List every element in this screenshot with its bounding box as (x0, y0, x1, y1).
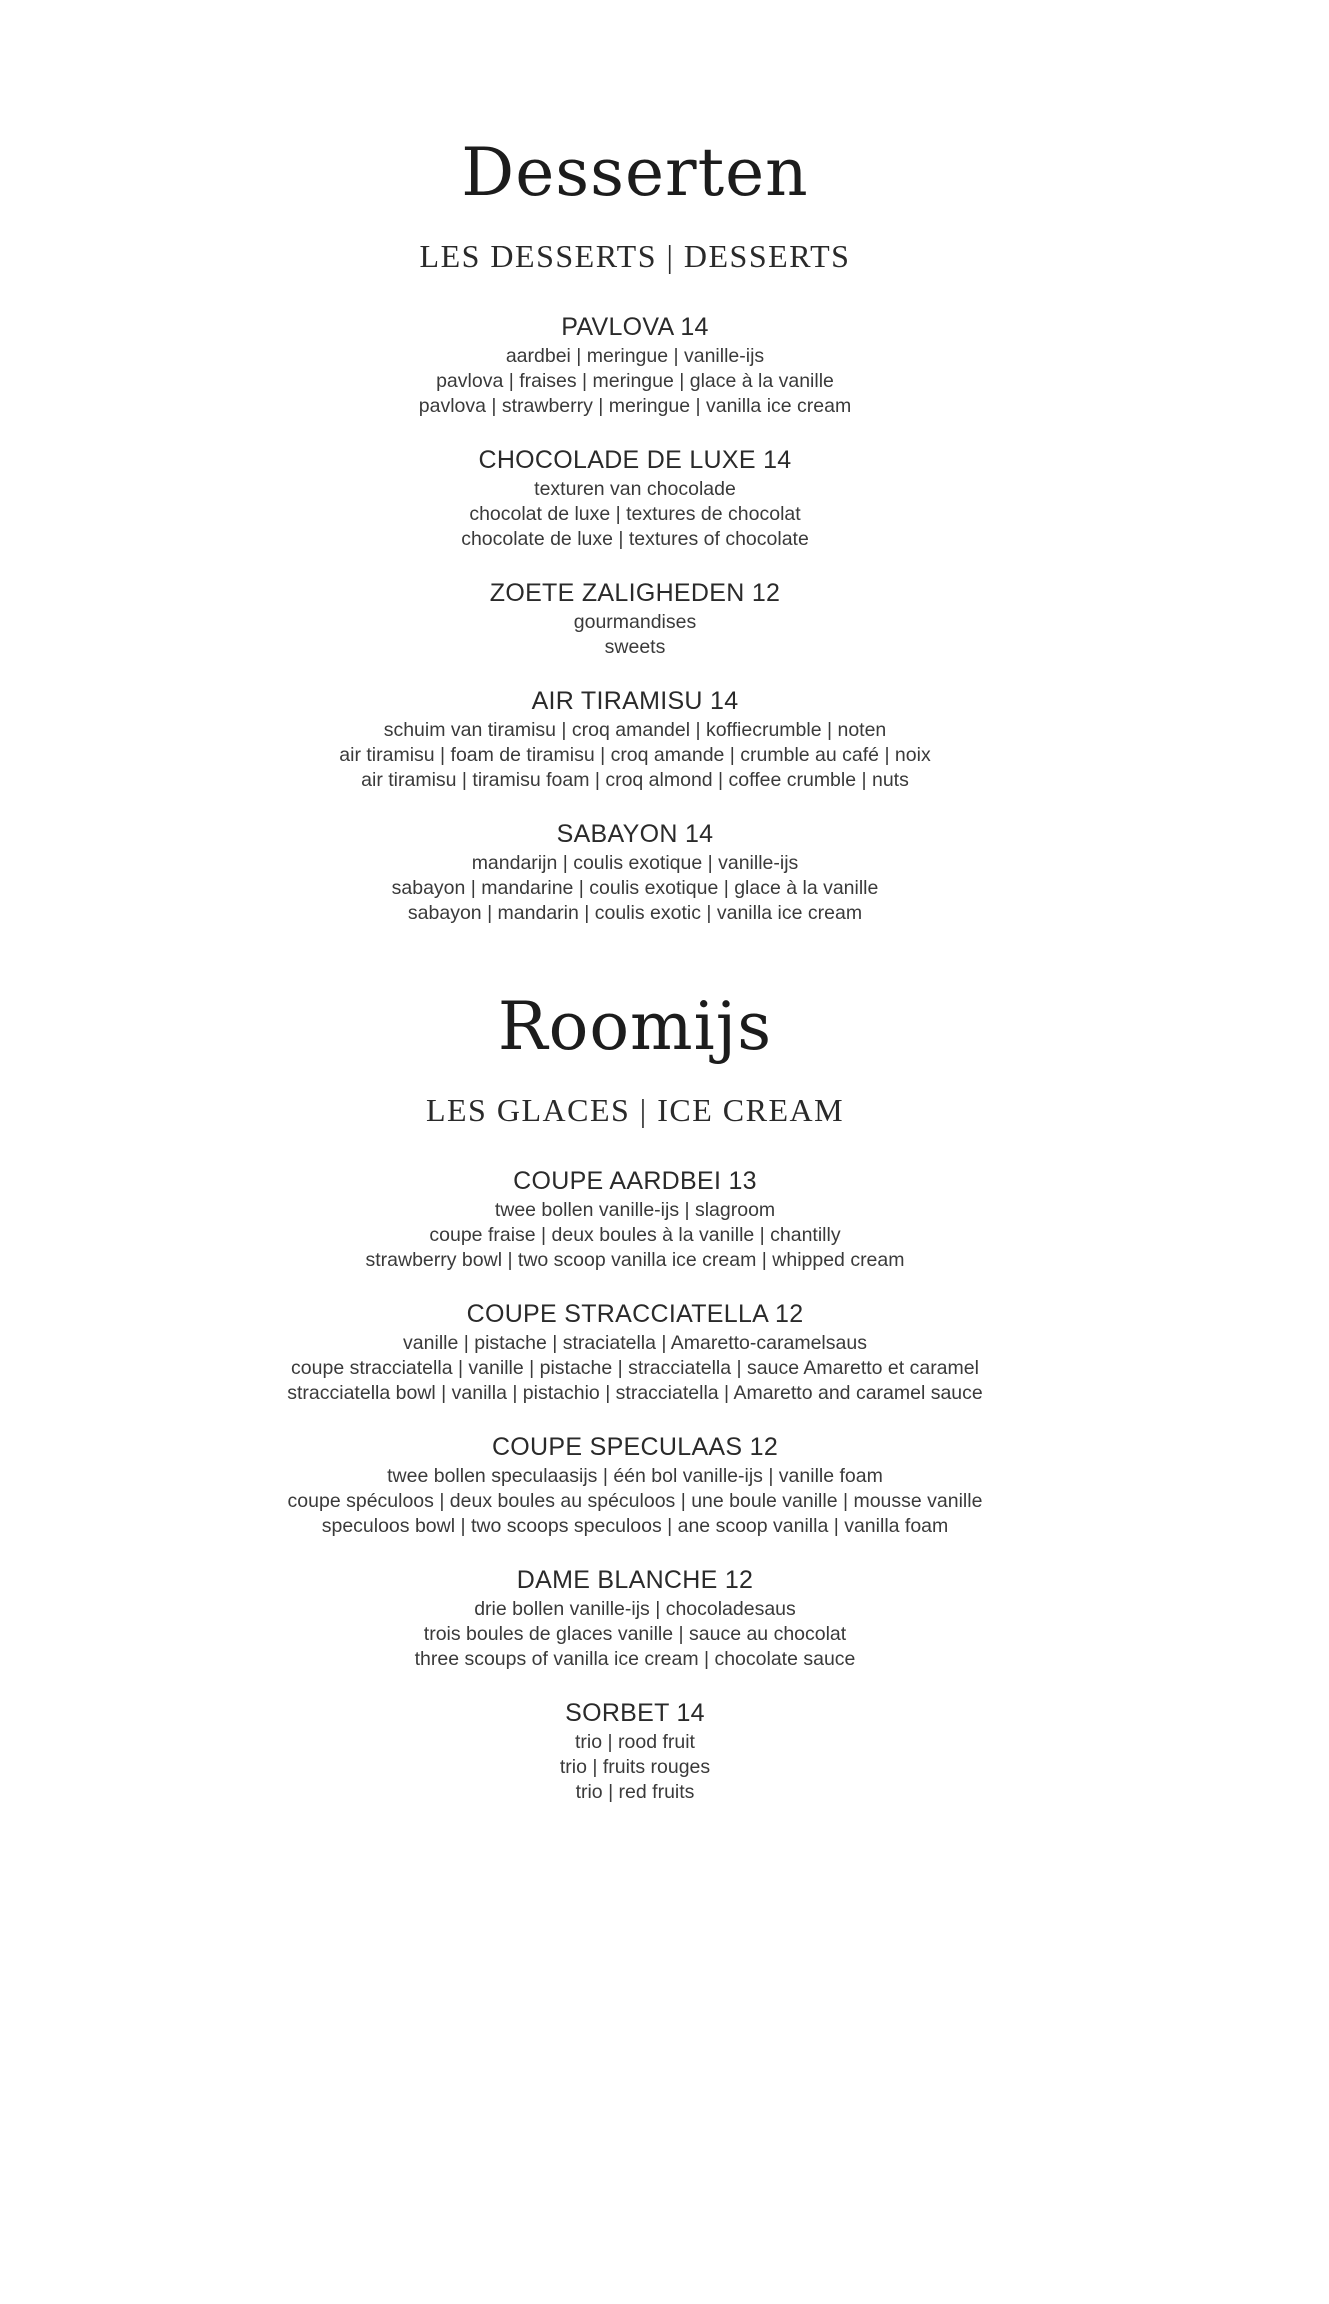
item-description-fr: pavlova | fraises | meringue | glace à la vanille (436, 370, 834, 392)
item-name: CHOCOLADE DE LUXE 14 (478, 446, 792, 474)
desserts-section (0, 128, 1270, 950)
item-description-en: three scoups of vanilla ice cream | chocolate sauce (414, 1648, 856, 1670)
item-description-en: strawberry bowl | two scoop vanilla ice cream | whipped cream (365, 1249, 905, 1271)
desserts-title: Desserten (461, 134, 809, 211)
item-description-en: speculoos bowl | two scoops speculoos | ane scoop vanilla | vanilla foam (321, 1515, 949, 1537)
item-description-fr: chocolat de luxe | textures de chocolat (469, 503, 801, 525)
item-description-en: trio | red fruits (575, 1781, 695, 1803)
item-description-fr: coupe fraise | deux boules à la vanille | chantilly (429, 1224, 841, 1246)
item-name: PAVLOVA 14 (561, 313, 709, 341)
item-description-nl: twee bollen speculaasijs | één bol vanille-ijs | vanille foam (387, 1465, 883, 1487)
item-description-en: air tiramisu | tiramisu foam | croq almond | coffee crumble | nuts (361, 769, 909, 791)
item-description-nl: vanille | pistache | straciatella | Amaretto-caramelsaus (403, 1332, 867, 1354)
menu-item-coupe-aardbei (0, 1164, 1270, 1273)
menu-item-chocolade-de-luxe (0, 443, 1270, 552)
menu-item-sorbet (0, 1696, 1270, 1805)
icecream-title: Roomijs (497, 988, 773, 1065)
icecream-section (0, 982, 1270, 1829)
item-description-en: sweets (604, 636, 666, 658)
desserts-subtitle: LES DESSERTS | DESSERTS (419, 238, 851, 274)
item-name: AIR TIRAMISU 14 (531, 687, 739, 715)
item-name: SABAYON 14 (556, 820, 714, 848)
item-description-nl: mandarijn | coulis exotique | vanille-ijs (471, 852, 799, 874)
desserts-item-list (0, 310, 1270, 926)
item-description-nl: aardbei | meringue | vanille-ijs (505, 345, 765, 367)
item-name: SORBET 14 (565, 1699, 705, 1727)
menu-item-air-tiramisu (0, 684, 1270, 793)
menu-item-dame-blanche (0, 1563, 1270, 1672)
icecream-item-list (0, 1164, 1270, 1805)
item-name: COUPE SPECULAAS 12 (491, 1433, 779, 1461)
item-description-nl: schuim van tiramisu | croq amandel | koffiecrumble | noten (383, 719, 887, 741)
menu-item-zoete-zaligheden (0, 576, 1270, 660)
item-description-en: chocolate de luxe | textures of chocolate (461, 528, 809, 550)
icecream-subtitle: LES GLACES | ICE CREAM (425, 1092, 845, 1128)
item-description-nl: twee bollen vanille-ijs | slagroom (494, 1199, 776, 1221)
item-name: COUPE AARDBEI 13 (513, 1167, 757, 1195)
item-description-fr: sabayon | mandarine | coulis exotique | glace à la vanille (391, 877, 879, 899)
item-description-nl: texturen van chocolade (534, 478, 736, 500)
menu-item-sabayon (0, 817, 1270, 926)
item-description-fr: trio | fruits rouges (559, 1756, 711, 1778)
item-name: DAME BLANCHE 12 (516, 1566, 754, 1594)
menu-item-pavlova (0, 310, 1270, 419)
item-description-fr: gourmandises (573, 611, 697, 633)
item-description-nl: drie bollen vanille-ijs | chocoladesaus (474, 1598, 796, 1620)
item-description-fr: coupe spéculoos | deux boules au spéculoos | une boule vanille | mousse vanille (287, 1490, 983, 1512)
item-description-en: stracciatella bowl | vanilla | pistachio | stracciatella | Amaretto and caramel sauce (287, 1382, 983, 1404)
item-description-fr: trois boules de glaces vanille | sauce au chocolat (423, 1623, 847, 1645)
menu-item-coupe-speculaas (0, 1430, 1270, 1539)
item-description-fr: coupe stracciatella | vanille | pistache | stracciatella | sauce Amaretto et caramel (291, 1357, 979, 1379)
item-description-en: pavlova | strawberry | meringue | vanilla ice cream (418, 395, 852, 417)
item-name: ZOETE ZALIGHEDEN 12 (489, 579, 781, 607)
item-name: COUPE STRACCIATELLA 12 (466, 1300, 804, 1328)
item-description-en: sabayon | mandarin | coulis exotic | vanilla ice cream (407, 902, 863, 924)
item-description-fr: air tiramisu | foam de tiramisu | croq amande | crumble au café | noix (339, 744, 931, 766)
item-description-nl: trio | rood fruit (575, 1731, 695, 1753)
menu-item-coupe-stracciatella (0, 1297, 1270, 1406)
